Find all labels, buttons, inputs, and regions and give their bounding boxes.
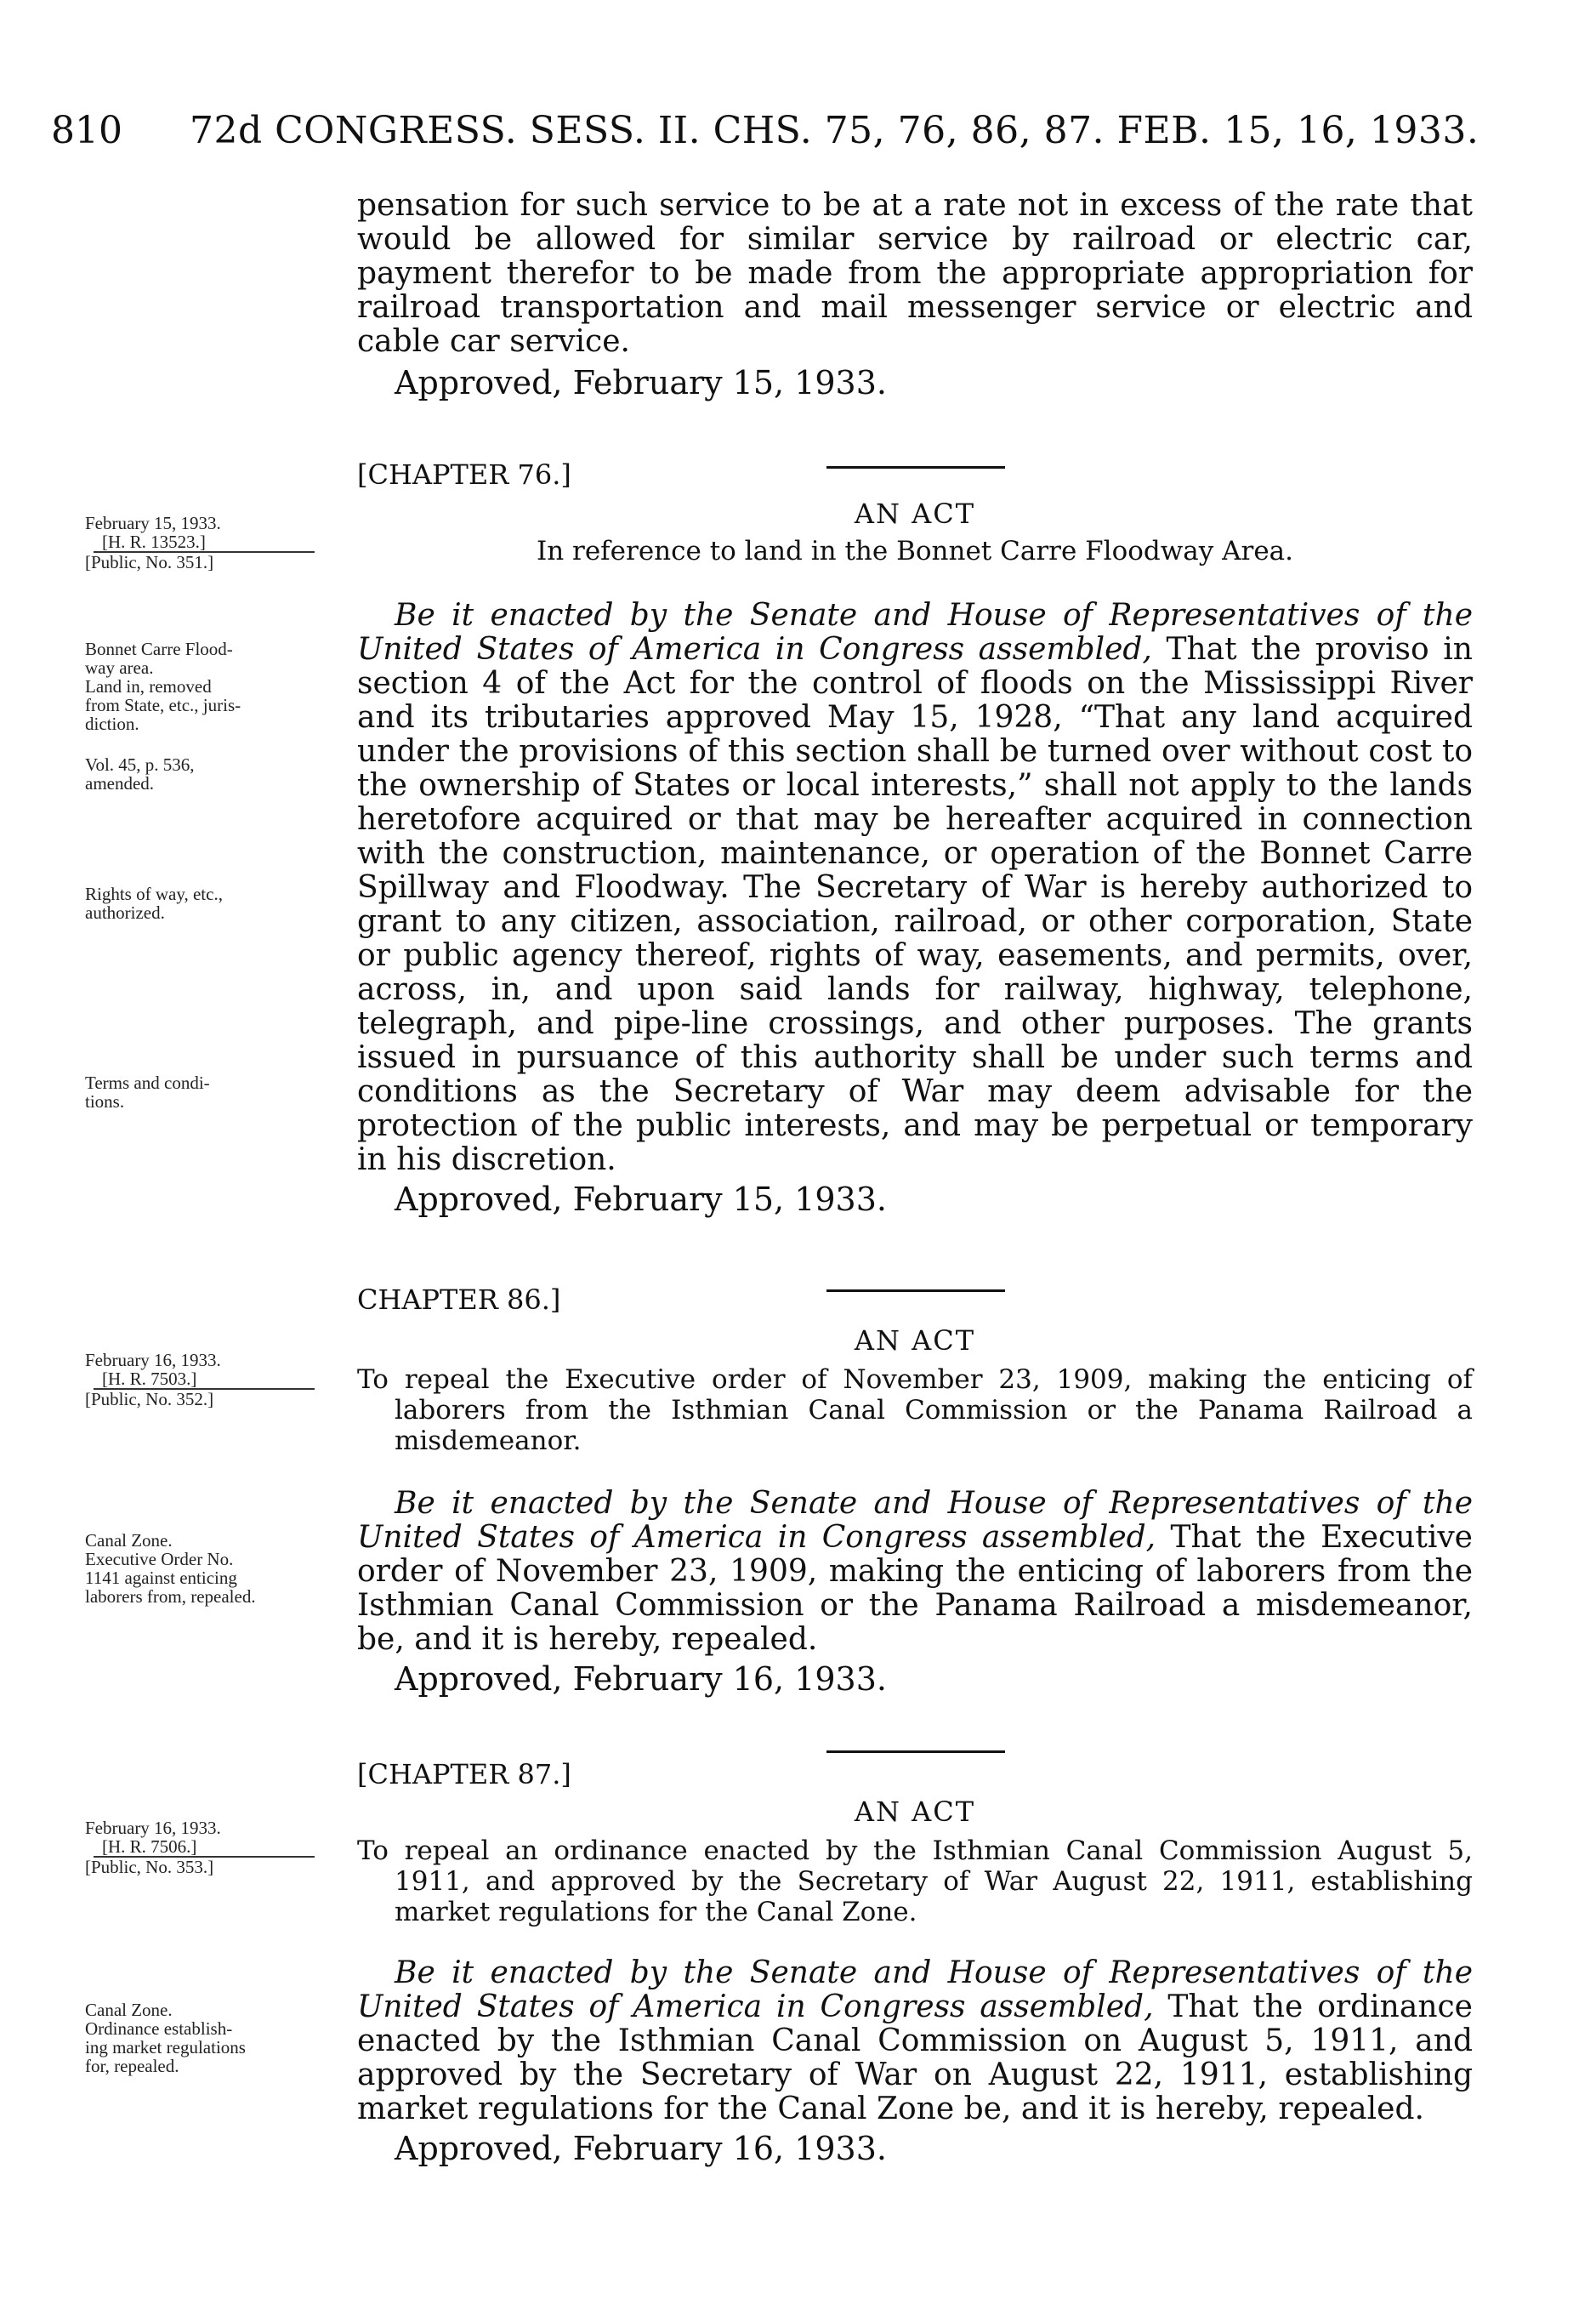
chapter-86-rule: [826, 1289, 1005, 1292]
running-head: [51, 109, 1548, 168]
chapter-75-continuation: [357, 189, 1473, 401]
chapter-76-margin-note-3: [85, 885, 340, 922]
chapter-86-margin-bill: [H. R. 7503.]: [102, 1369, 197, 1389]
chapter-86-title: To repeal the Executive order of November 23, 1909, making the enticing of laborers from the Isthmian Canal Commission or the Panama Railroad a misdemeanor.: [357, 1364, 1473, 1456]
margin-note-line: Vol. 45, p. 536,: [85, 754, 195, 775]
margin-note-line: Rights of way, etc.,: [85, 884, 223, 904]
chapter-76-margin-note-2: [85, 755, 340, 793]
chapter-76-label: [CHAPTER 76.]: [357, 458, 571, 491]
chapter-76-margin-note-4: [85, 1073, 340, 1111]
margin-note-line: from State, etc., juris-: [85, 695, 241, 715]
chapter-87-enacting-clause: Be it enacted by the Senate and House of Representatives of the United States of America in Congress assembled,: [357, 1955, 1473, 2024]
chapter-87-title: To repeal an ordinance enacted by the Isthmian Canal Commission August 5, 1911, and approved by the Secretary of War August 22, 1911, establishing market regulations for the Canal Zone.: [357, 1835, 1473, 1927]
chapter-86-margin-public: [Public, No. 352.]: [85, 1389, 214, 1409]
chapter-86-title-block: [357, 1364, 1473, 1456]
chapter-87-margin-date: February 16, 1933.: [85, 1818, 221, 1838]
chapter-76-enactment: [357, 599, 1473, 1177]
margin-note-line: ing market regulations: [85, 2037, 246, 2057]
chapter-86-margin-note: [85, 1531, 340, 1606]
chapter-76-act-heading: [357, 497, 1473, 531]
chapter-76-margin-bill: [H. R. 13523.]: [102, 532, 206, 552]
chapter-76-text: That the proviso in section 4 of the Act for the control of floods on the Mississippi River and its tributaries approved May 15, 1928, “That any land acquired under the provisions of this section shall be turned over without cost to the ownership of States or local interests,” shall not apply to the lands heretofore acquired or that may be hereafter acquired in connection with the construction, maintenance, or operation of the Bonnet Carre Spillway and Floodway. The Secretary of War is hereby authorized to grant to any citizen, association, railroad, or other corporation, State or public agency thereof, rights of way, easements, and permits, over, across, in, and upon said lands for railway, highway, telephone, telegraph, and pipe-line crossings, and other purposes. The grants issued in pursuance of this authority shall be under such terms and conditions as the Secretary of War may deem advisable for the protection of the public interests, and may be perpetual or temporary in his discretion.: [357, 632, 1473, 1177]
chapter-86-heading: [357, 1283, 1473, 1317]
chapter-87-an-act: AN ACT: [854, 1796, 976, 1828]
chapter-76-enacting-clause: Be it enacted by the Senate and House of Representatives of the United States of America in Congress assembled,: [357, 598, 1473, 667]
chapter-76-margin-note-1: [85, 640, 340, 733]
chapter-75-text: pensation for such service to be at a rate not in excess of the rate that would be allowed for similar service by railroad or electric car, payment therefor to be made from the appropriate appropriation for railroad transportation and mail messenger service or electric and cable car service.: [357, 188, 1473, 359]
chapter-86-margin-date: February 16, 1933.: [85, 1350, 221, 1370]
chapter-87-margin-bill: [H. R. 7506.]: [102, 1836, 197, 1857]
margin-note-line: Terms and condi-: [85, 1073, 210, 1093]
chapter-76-margin-date: February 15, 1933.: [85, 513, 221, 533]
chapter-75-approved: Approved, February 15, 1933.: [395, 364, 887, 401]
margin-note-line: 1141 against enticing: [85, 1568, 237, 1588]
chapter-87-margin-note: [85, 2001, 340, 2075]
chapter-87-heading: [357, 1757, 1473, 1791]
chapter-86-body: [357, 1487, 1473, 1698]
chapter-86-an-act: AN ACT: [854, 1324, 976, 1357]
margin-note-line: way area.: [85, 657, 154, 678]
chapter-87-rule: [826, 1750, 1005, 1753]
margin-note-line: Canal Zone.: [85, 1530, 173, 1551]
chapter-76-title-block: [357, 536, 1473, 566]
margin-note-line: Canal Zone.: [85, 2000, 173, 2020]
chapter-86-text: That the Executive order of November 23, 1909, making the enticing of laborers from the Isthmian Canal Commission or the Panama Railroad a misdemeanor, be, and it is hereby, repealed.: [357, 1520, 1473, 1657]
margin-note-line: Land in, removed: [85, 676, 212, 697]
chapter-87-text: That the ordinance enacted by the Isthmian Canal Commission on August 5, 1911, and approved by the Secretary of War on August 22, 1911, establishing market regulations for the Canal Zone be, and it is hereby, repealed.: [357, 1989, 1473, 2126]
chapter-76-an-act: AN ACT: [854, 498, 976, 530]
chapter-87-label: [CHAPTER 87.]: [357, 1758, 571, 1790]
margin-note-line: Executive Order No.: [85, 1549, 234, 1569]
chapter-86-label: CHAPTER 86.]: [357, 1283, 561, 1316]
chapter-76-heading: [357, 458, 1473, 492]
margin-note-line: laborers from, repealed.: [85, 1586, 256, 1607]
chapter-87-margin-public: [Public, No. 353.]: [85, 1857, 214, 1877]
chapter-76-body: [357, 599, 1473, 1218]
chapter-87-body: [357, 1956, 1473, 2167]
running-title: 72d CONGRESS. SESS. II. CHS. 75, 76, 86, 87. FEB. 15, 16, 1933.: [190, 109, 1480, 152]
margin-note-line: Ordinance establish-: [85, 2018, 233, 2039]
margin-note-line: diction.: [85, 714, 139, 734]
margin-note-line: Bonnet Carre Flood-: [85, 639, 233, 659]
chapter-87-act-heading: [357, 1795, 1473, 1829]
chapter-76-approved: Approved, February 15, 1933.: [395, 1181, 887, 1218]
chapter-86-act-heading: [357, 1323, 1473, 1357]
chapter-87-margin-citation: [85, 1818, 340, 1876]
chapter-86-approved: Approved, February 16, 1933.: [395, 1660, 887, 1698]
chapter-76-margin-public: [Public, No. 351.]: [85, 552, 214, 572]
chapter-76-title: In reference to land in the Bonnet Carre Floodway Area.: [536, 536, 1294, 566]
chapter-86-enactment: [357, 1487, 1473, 1657]
page-number: 810: [51, 109, 122, 152]
margin-note-line: authorized.: [85, 902, 165, 923]
margin-note-line: for, repealed.: [85, 2056, 179, 2076]
chapter-76-rule: [826, 466, 1005, 469]
margin-note-line: amended.: [85, 773, 155, 794]
chapter-87-approved: Approved, February 16, 1933.: [395, 2130, 887, 2167]
chapter-87-title-block: [357, 1835, 1473, 1927]
chapter-86-margin-citation: [85, 1351, 340, 1409]
chapter-76-margin-citation: [85, 514, 340, 572]
margin-note-line: tions.: [85, 1091, 125, 1112]
chapter-86-enacting-clause: Be it enacted by the Senate and House of Representatives of the United States of America in Congress assembled,: [357, 1486, 1473, 1555]
chapter-87-enactment: [357, 1956, 1473, 2126]
